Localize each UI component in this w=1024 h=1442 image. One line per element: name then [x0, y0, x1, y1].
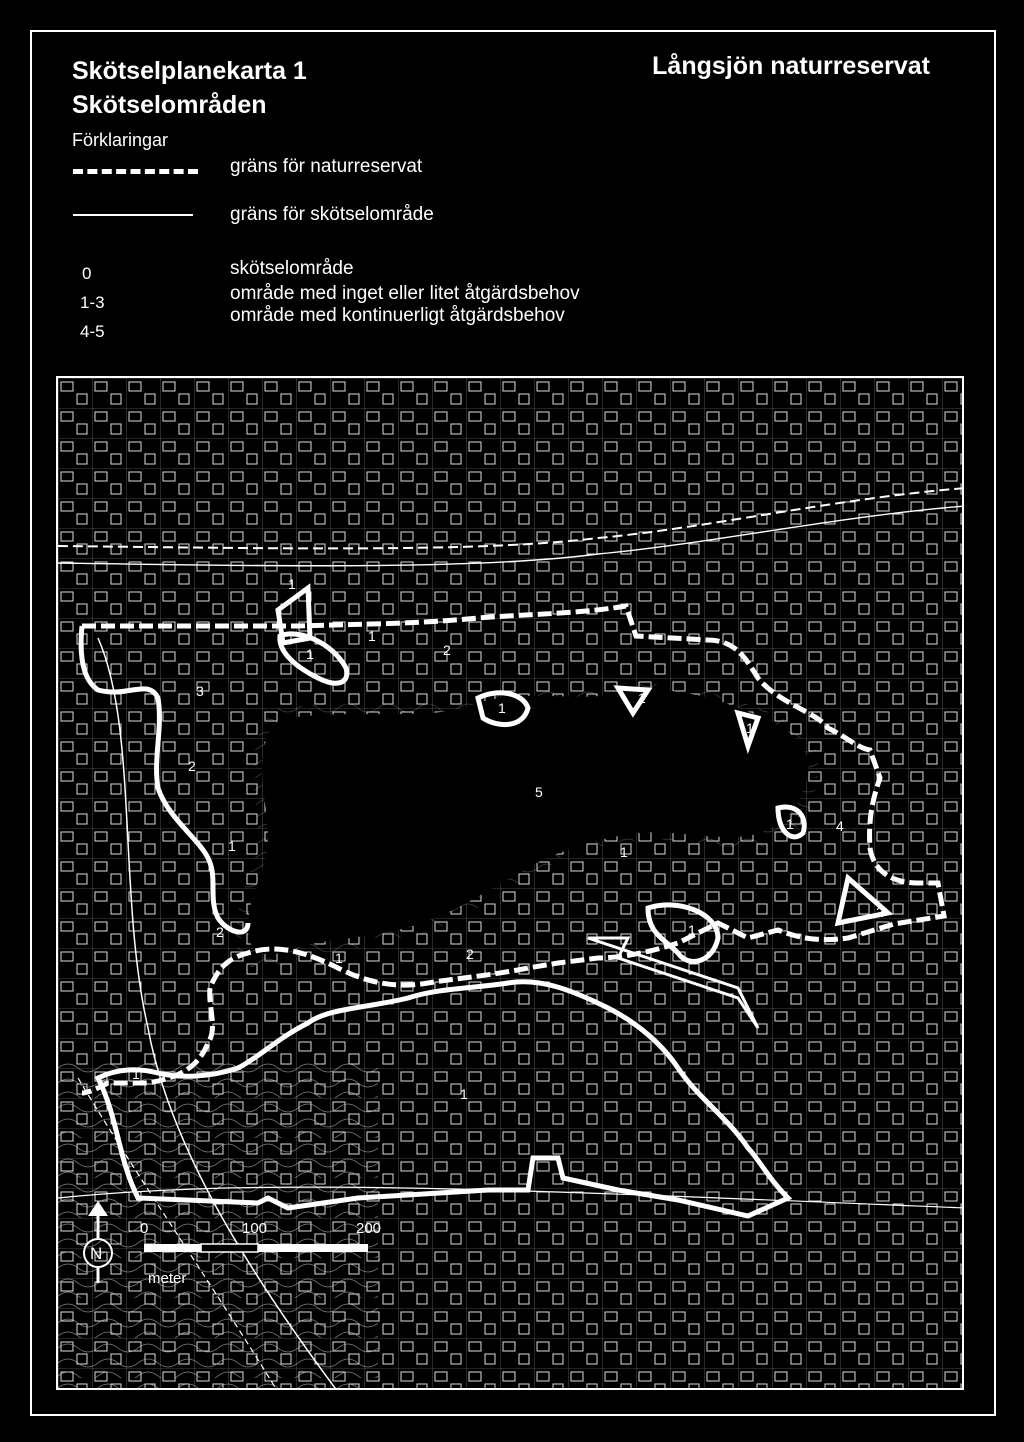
zone-label: 2: [876, 904, 884, 920]
legend-item-area-boundary: gräns för skötselområde: [230, 204, 434, 225]
reserve-name: Långsjön naturreservat: [652, 52, 930, 80]
zone-label: 1: [288, 576, 296, 592]
map-area[interactable]: [56, 376, 964, 1390]
zone-label: 1: [460, 1086, 468, 1102]
zone-label: 2: [443, 642, 451, 658]
south-contours: [58, 1058, 378, 1390]
legend-solid-line-symbol: [73, 214, 193, 216]
zone-label: 1: [620, 844, 628, 860]
zone-label: 4: [836, 818, 844, 834]
zone-label: 2: [466, 946, 474, 962]
scale-tick-0: 0: [140, 1220, 149, 1237]
zone-label: 1: [498, 700, 506, 716]
legend-heading: Förklaringar: [72, 130, 169, 150]
scale-tick-200: 200: [356, 1220, 382, 1237]
legend-dashed-line-symbol: [73, 169, 198, 174]
map-subtitle: Skötselområden: [72, 91, 267, 119]
zone-label: 1: [306, 646, 314, 662]
zone-label: 1: [228, 838, 236, 854]
legend-code-0-label: skötselområde: [230, 258, 354, 279]
scale-unit: meter: [148, 1270, 187, 1287]
zone-label: 2: [216, 924, 224, 940]
zone-label: 2: [188, 758, 196, 774]
legend-code-1-3-label: område med inget eller litet åtgärdsbehov: [230, 283, 580, 304]
legend-code-0: 0: [82, 264, 92, 283]
zone-label: 1: [638, 690, 646, 706]
zone-label: 5: [535, 784, 543, 800]
zone-label: 1: [335, 950, 343, 966]
zone-label: 1: [132, 1066, 140, 1082]
legend-code-4-5: 4-5: [80, 322, 105, 341]
zone-label: 1: [368, 628, 376, 644]
legend-code-4-5-label: område med kontinuerligt åtgärdsbehov: [230, 305, 565, 326]
legend-item-reserve-boundary: gräns för naturreservat: [230, 156, 423, 177]
scale-tick-100: 100: [242, 1220, 268, 1237]
scale-bar: [144, 1244, 368, 1252]
zone-label: 1: [688, 922, 696, 938]
map-title: Skötselplanekarta 1: [72, 57, 307, 85]
zone-label: 1: [786, 816, 794, 832]
zone-label: 1: [746, 720, 754, 736]
legend-code-1-3: 1-3: [80, 293, 105, 312]
north-label: N: [90, 1244, 103, 1263]
map-canvas: [58, 378, 964, 1390]
zone-label: 3: [196, 683, 204, 699]
